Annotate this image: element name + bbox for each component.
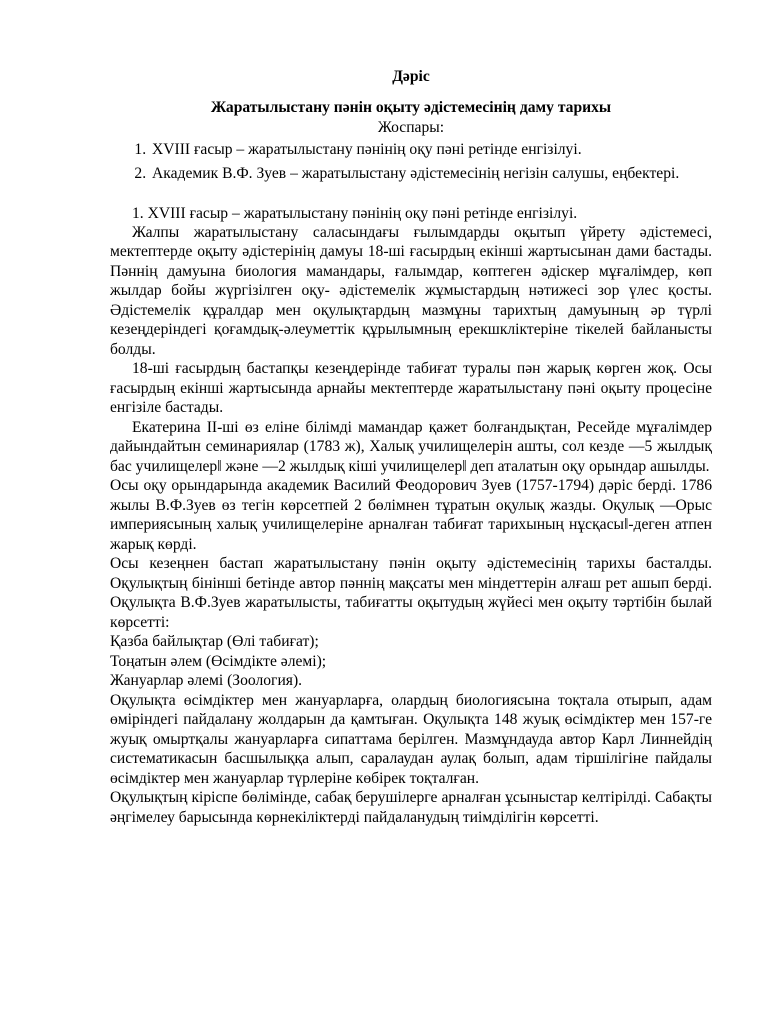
paragraph: Екатерина ІІ-ші өз еліне білімді мамандар қажет болғандықтан, Ресейде мұғалімдер дайындайтын семинариялар (1783 ж), Халық училищелерін ашты, сол кезде ―5 жылдық бас училищелер‖ және ―2 жылдық кіші училищелер‖ деп аталатын оқу орындар ашылды. — [110, 418, 712, 475]
list-line: Қазба байлықтар (Өлі табиғат); — [110, 633, 319, 650]
plan-heading: Жоспары: — [377, 119, 445, 136]
plan-item: 2. Академик В.Ф. Зуев – жаратылыстану әдістемесінің негізін салушы, еңбектері. — [150, 162, 712, 186]
paragraph: Оқулықтың кіріспе бөлімінде, сабақ берушілерге арналған ұсыныстар келтірілді. Сабақты әңгімелеу барысында көрнекіліктерді пайдаланудың тиімділігін көрсетті. — [110, 789, 712, 826]
paragraph: Оқулықта өсімдіктер мен жануарларға, олардың биологиясына тоқтала отырып, адам өміріндегі пайдалану жолдарын да қамтыған. Оқулықта 148 жуық өсімдіктер мен 157-ге жуық омыртқалы жануарларға сипаттама берілген. Мазмұндауда автор Карл Линнейдің систематикасын басшылыққа алып, саралаудан аулақ болып, адам тіршілігіне пайдалы өсімдіктер мен жануарлар түрлеріне көбірек тоқталған. — [110, 691, 712, 787]
list-line: Тоңатын әлем (Өсімдікте әлемі); — [110, 652, 327, 670]
lecture-title: Дәріс — [392, 68, 430, 85]
paragraph: Осы кезеңнен бастап жаратылыстану пәнін оқыту әдістемесінің тарихы басталды. Оқулықтың бінінші бетінде автор пәннің мақсаты мен міндеттерін алғаш рет ашып берді. Оқулықта В.Ф.Зуев жаратылысты, табиғатты оқытудың жүйесі мен оқыту тәртібін былай көрсетті: — [110, 555, 712, 631]
list-line: Жануарлар әлемі (Зоология). — [110, 672, 303, 689]
plan-list — [110, 138, 712, 186]
paragraph: Осы оқу орындарында академик Василий Феодорович Зуев (1757-1794) дәріс берді. 1786 жылы В.Ф.Зуев өз тегін көрсетпей 2 бөлімнен тұратын оқулық жазды. Оқулық ―Орыс империясының халық училищелеріне арналған табиғат тарихының нұсқасы‖-деген атпен жарық көрді. — [110, 477, 712, 553]
section-heading: 1. XVIII ғасыр – жаратылыстану пәнінің оқу пәні ретінде енгізілуі. — [132, 204, 578, 222]
lecture-subtitle: Жаратылыстану пәнін оқыту әдістемесінің даму тарихы — [210, 99, 612, 116]
plan-item: 1. XVIII ғасыр – жаратылыстану пәнінің оқу пәні ретінде енгізілуі. — [150, 138, 712, 162]
document-page — [110, 66, 712, 827]
paragraph: Жалпы жаратылыстану саласындағы ғылымдарды оқытып үйрету әдістемесі, мектептерде оқыту әдістерінің дамуы 18-ші ғасырдың екінші жартысынан дами бастады. Пәннің дамуына биология мамандары, ғалымдар, көптеген әдіскер мұғалімдер, көп жылдар бойы жүргізілген оқу- әдістемелік жұмыстардың нәтижесі зор үлес қосты. Әдістемелік құралдар мен оқулықтардың мазмұны тарихтың дамуының әр түрлі кезеңдеріндегі қоғамдық-әлеуметтік құрылымның ерекшкліктеріне тікелей байланысты болды. — [110, 223, 712, 358]
paragraph: 18-ші ғасырдың бастапқы кезеңдерінде табиғат туралы пән жарық көрген жоқ. Осы ғасырдың екінші жартысында арнайы мектептерде жаратылыстану пәні оқыту процесіне енгізіле бастады. — [110, 360, 712, 416]
